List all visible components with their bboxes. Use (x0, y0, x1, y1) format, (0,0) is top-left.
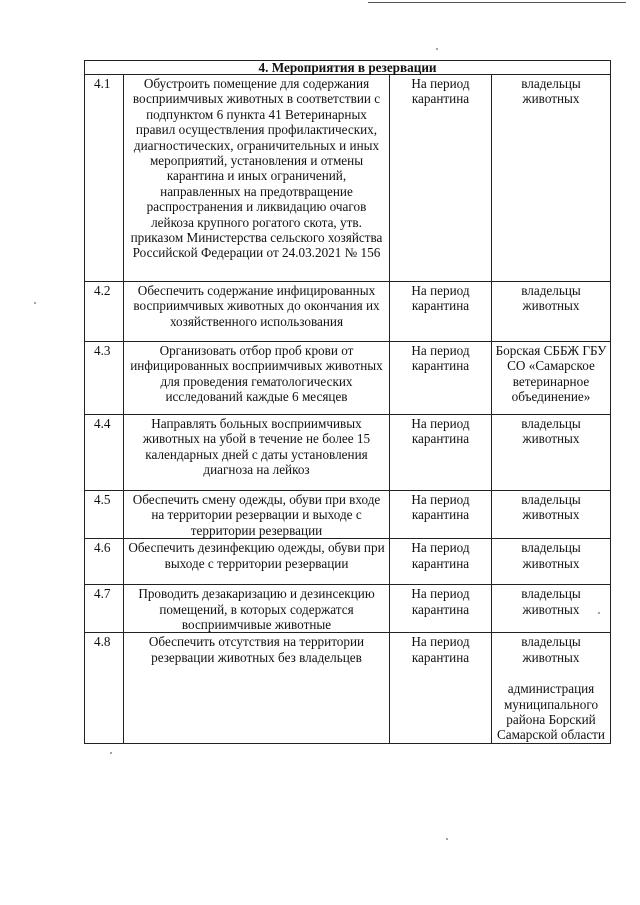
measure-text: Обеспечить смену одежды, обуви при входе на территории резервации и выходе с территории резервации (124, 491, 390, 539)
table-row (85, 539, 611, 585)
row-number: 4.6 (85, 539, 124, 585)
table-row (85, 491, 611, 539)
row-number: 4.7 (85, 585, 124, 633)
period-text: На период карантина (390, 342, 492, 415)
responsible-text: владельцы животных (492, 75, 611, 282)
scan-speck (446, 838, 448, 840)
row-number: 4.4 (85, 415, 124, 491)
row-number: 4.8 (85, 633, 124, 743)
responsible-text: владельцы животных (492, 585, 611, 633)
measure-text: Обеспечить дезинфекцию одежды, обуви при выходе с территории резервации (124, 539, 390, 585)
scan-speck (436, 48, 438, 50)
responsible-cell (492, 633, 611, 743)
period-text: На период карантина (390, 491, 492, 539)
period-text: На период карантина (390, 415, 492, 491)
responsible-text: владельцы животных (492, 282, 611, 342)
measure-text: Обустроить помещение для содержания восприимчивых животных в соответствии с подпунктом 6 пункта 41 Ветеринарных правил осуществления профилактических, диагностических, ограничительных и иных мероприятий, установления и отмены карантина и иных ограничений, направленных на предотвращение распространения и ликвидацию очагов лейкоза крупного рогатого скота, утв. приказом Министерства сельского хозяйства Российской Федерации от 24.03.2021 № 156 (124, 75, 390, 282)
responsible-extra-text: администрация муниципального района Борский Самарской области (497, 681, 605, 743)
responsible-text: владельцы животных (492, 415, 611, 491)
responsible-text: владельцы животных (492, 539, 611, 585)
row-number: 4.3 (85, 342, 124, 415)
measure-text: Направлять больных восприимчивых животных на убой в течение не более 15 календарных дней с даты установления диагноза на лейкоз (124, 415, 390, 491)
table-row (85, 415, 611, 491)
top-rule (368, 2, 626, 3)
responsible-gap (495, 665, 607, 681)
table-row (85, 585, 611, 633)
row-number: 4.2 (85, 282, 124, 342)
measure-text: Проводить дезакаризацию и дезинсекцию помещений, в которых содержатся восприимчивые животные (124, 585, 390, 633)
section-header-row (85, 61, 611, 75)
responsible-text: владельцы животных (492, 491, 611, 539)
table-row (85, 633, 611, 743)
period-text: На период карантина (390, 539, 492, 585)
measure-text: Организовать отбор проб крови от инфицированных восприимчивых животных для проведения гематологических исследований каждые 6 месяцев (124, 342, 390, 415)
period-text: На период карантина (390, 75, 492, 282)
period-text: На период карантина (390, 282, 492, 342)
table-row (85, 75, 611, 282)
row-number: 4.5 (85, 491, 124, 539)
responsible-text: Борская СББЖ ГБУ СО «Самарское ветеринарное объединение» (492, 342, 611, 415)
table-row (85, 342, 611, 415)
section-title: 4. Мероприятия в резервации (85, 61, 611, 75)
period-text: На период карантина (390, 585, 492, 633)
row-number: 4.1 (85, 75, 124, 282)
measure-text: Обеспечить содержание инфицированных восприимчивых животных до окончания их хозяйственного использования (124, 282, 390, 342)
table-row (85, 282, 611, 342)
scan-speck (34, 302, 36, 304)
responsible-text: владельцы животных (521, 634, 581, 665)
measures-table (84, 60, 611, 744)
measure-text: Обеспечить отсутствия на территории резервации животных без владельцев (124, 633, 390, 743)
scan-speck (110, 752, 112, 754)
period-text: На период карантина (390, 633, 492, 743)
